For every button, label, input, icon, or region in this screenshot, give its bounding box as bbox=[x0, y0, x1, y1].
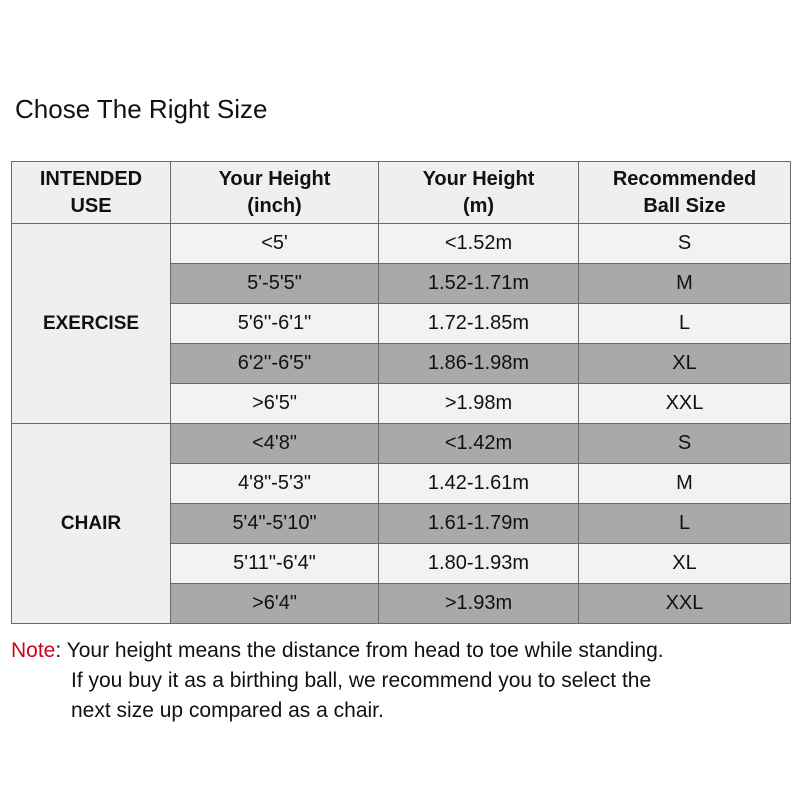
height-m-cell: 1.61-1.79m bbox=[379, 504, 579, 544]
height-inch-cell: >6'5" bbox=[171, 384, 379, 424]
header-row bbox=[12, 162, 791, 224]
note-separator: : bbox=[55, 639, 62, 662]
ball-size-cell: S bbox=[579, 224, 791, 264]
ball-size-cell: XL bbox=[579, 344, 791, 384]
header-height-inch: Your Height (inch) bbox=[171, 162, 379, 224]
ball-size-cell: M bbox=[579, 464, 791, 504]
ball-size-cell: M bbox=[579, 264, 791, 304]
header-ball-size: Recommended Ball Size bbox=[579, 162, 791, 224]
ball-size-cell: XXL bbox=[579, 384, 791, 424]
use-chair: CHAIR bbox=[12, 424, 171, 624]
height-m-cell: >1.98m bbox=[379, 384, 579, 424]
header-height-m: Your Height (m) bbox=[379, 162, 579, 224]
ball-size-cell: XXL bbox=[579, 584, 791, 624]
height-inch-cell: 5'-5'5" bbox=[171, 264, 379, 304]
height-inch-cell: 5'6''-6'1" bbox=[171, 304, 379, 344]
size-chart-table bbox=[11, 161, 791, 624]
note-label: Note bbox=[11, 639, 56, 662]
height-m-cell: 1.72-1.85m bbox=[379, 304, 579, 344]
use-exercise: EXERCISE bbox=[12, 224, 171, 424]
height-inch-cell: <4'8" bbox=[171, 424, 379, 464]
note-line-2: If you buy it as a birthing ball, we recommend you to select the bbox=[71, 669, 652, 692]
height-m-cell: 1.86-1.98m bbox=[379, 344, 579, 384]
height-inch-cell: 4'8"-5'3" bbox=[171, 464, 379, 504]
table-row bbox=[12, 424, 791, 464]
height-inch-cell: 5'11"-6'4" bbox=[171, 544, 379, 584]
ball-size-cell: S bbox=[579, 424, 791, 464]
height-m-cell: 1.80-1.93m bbox=[379, 544, 579, 584]
ball-size-cell: XL bbox=[579, 544, 791, 584]
table-row bbox=[12, 224, 791, 264]
height-inch-cell: 5'4"-5'10" bbox=[171, 504, 379, 544]
height-m-cell: >1.93m bbox=[379, 584, 579, 624]
height-inch-cell: >6'4" bbox=[171, 584, 379, 624]
note-line-1: Your height means the distance from head to toe while standing. bbox=[61, 639, 664, 662]
height-m-cell: <1.42m bbox=[379, 424, 579, 464]
note-text bbox=[11, 636, 664, 726]
height-m-cell: 1.42-1.61m bbox=[379, 464, 579, 504]
ball-size-cell: L bbox=[579, 304, 791, 344]
height-inch-cell: <5' bbox=[171, 224, 379, 264]
ball-size-cell: L bbox=[579, 504, 791, 544]
height-inch-cell: 6'2''-6'5" bbox=[171, 344, 379, 384]
page-title: Chose The Right Size bbox=[15, 94, 268, 124]
note-line-3: next size up compared as a chair. bbox=[71, 699, 384, 722]
header-intended-use: INTENDED USE bbox=[12, 162, 171, 224]
height-m-cell: <1.52m bbox=[379, 224, 579, 264]
height-m-cell: 1.52-1.71m bbox=[379, 264, 579, 304]
